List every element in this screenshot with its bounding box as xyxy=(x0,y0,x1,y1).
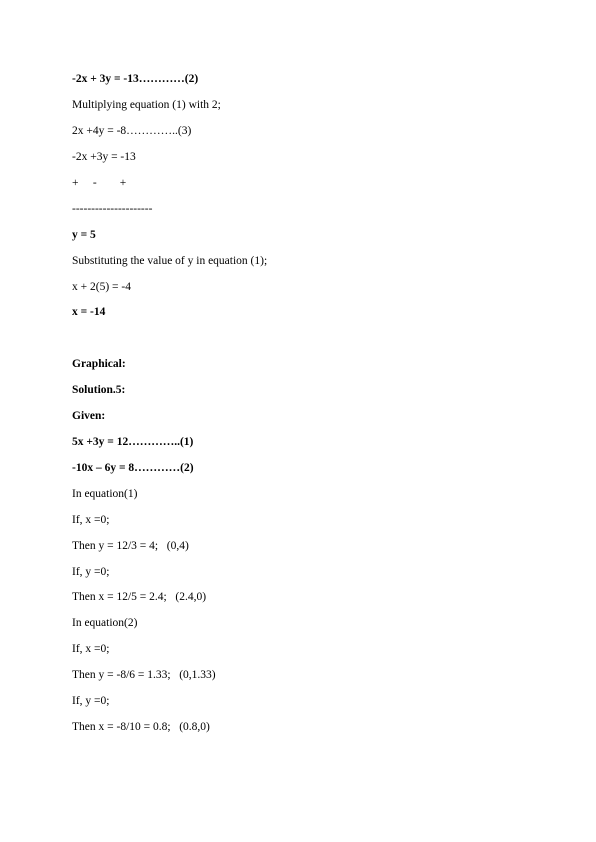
condition-line: If, y =0; xyxy=(72,566,110,578)
given-equation-1: 5x +3y = 12…………..(1) xyxy=(72,436,194,448)
substitution-line: x + 2(5) = -4 xyxy=(72,281,131,293)
y-result-line: y = 5 xyxy=(72,229,96,241)
x-result-line: x = -14 xyxy=(72,306,106,318)
equation-2-heading: In equation(2) xyxy=(72,617,138,629)
result-line: Then x = 12/5 = 2.4; (2.4,0) xyxy=(72,591,207,603)
equation-3-line: 2x +4y = -8…………..(3) xyxy=(72,125,192,137)
result-line: Then y = -8/6 = 1.33; (0,1.33) xyxy=(72,669,216,681)
result-line: Then y = 12/3 = 4; (0,4) xyxy=(72,540,189,552)
condition-line: If, x =0; xyxy=(72,514,110,526)
condition-line: If, x =0; xyxy=(72,643,110,655)
given-equation-2: -10x – 6y = 8…………(2) xyxy=(72,462,194,474)
given-heading: Given: xyxy=(72,410,106,422)
multiply-instruction: Multiplying equation (1) with 2; xyxy=(72,99,221,111)
graphical-heading: Graphical: xyxy=(72,358,126,370)
sign-change-line: + - + xyxy=(72,177,127,189)
substitution-instruction: Substituting the value of y in equation (1); xyxy=(72,255,268,267)
dashed-separator: --------------------- xyxy=(72,203,153,215)
solution-heading: Solution.5: xyxy=(72,384,126,396)
equation-2-line: -2x + 3y = -13…………(2) xyxy=(72,73,199,85)
equation-repeat-line: -2x +3y = -13 xyxy=(72,151,136,163)
condition-line: If, y =0; xyxy=(72,695,110,707)
equation-1-heading: In equation(1) xyxy=(72,488,138,500)
result-line: Then x = -8/10 = 0.8; (0.8,0) xyxy=(72,721,210,733)
